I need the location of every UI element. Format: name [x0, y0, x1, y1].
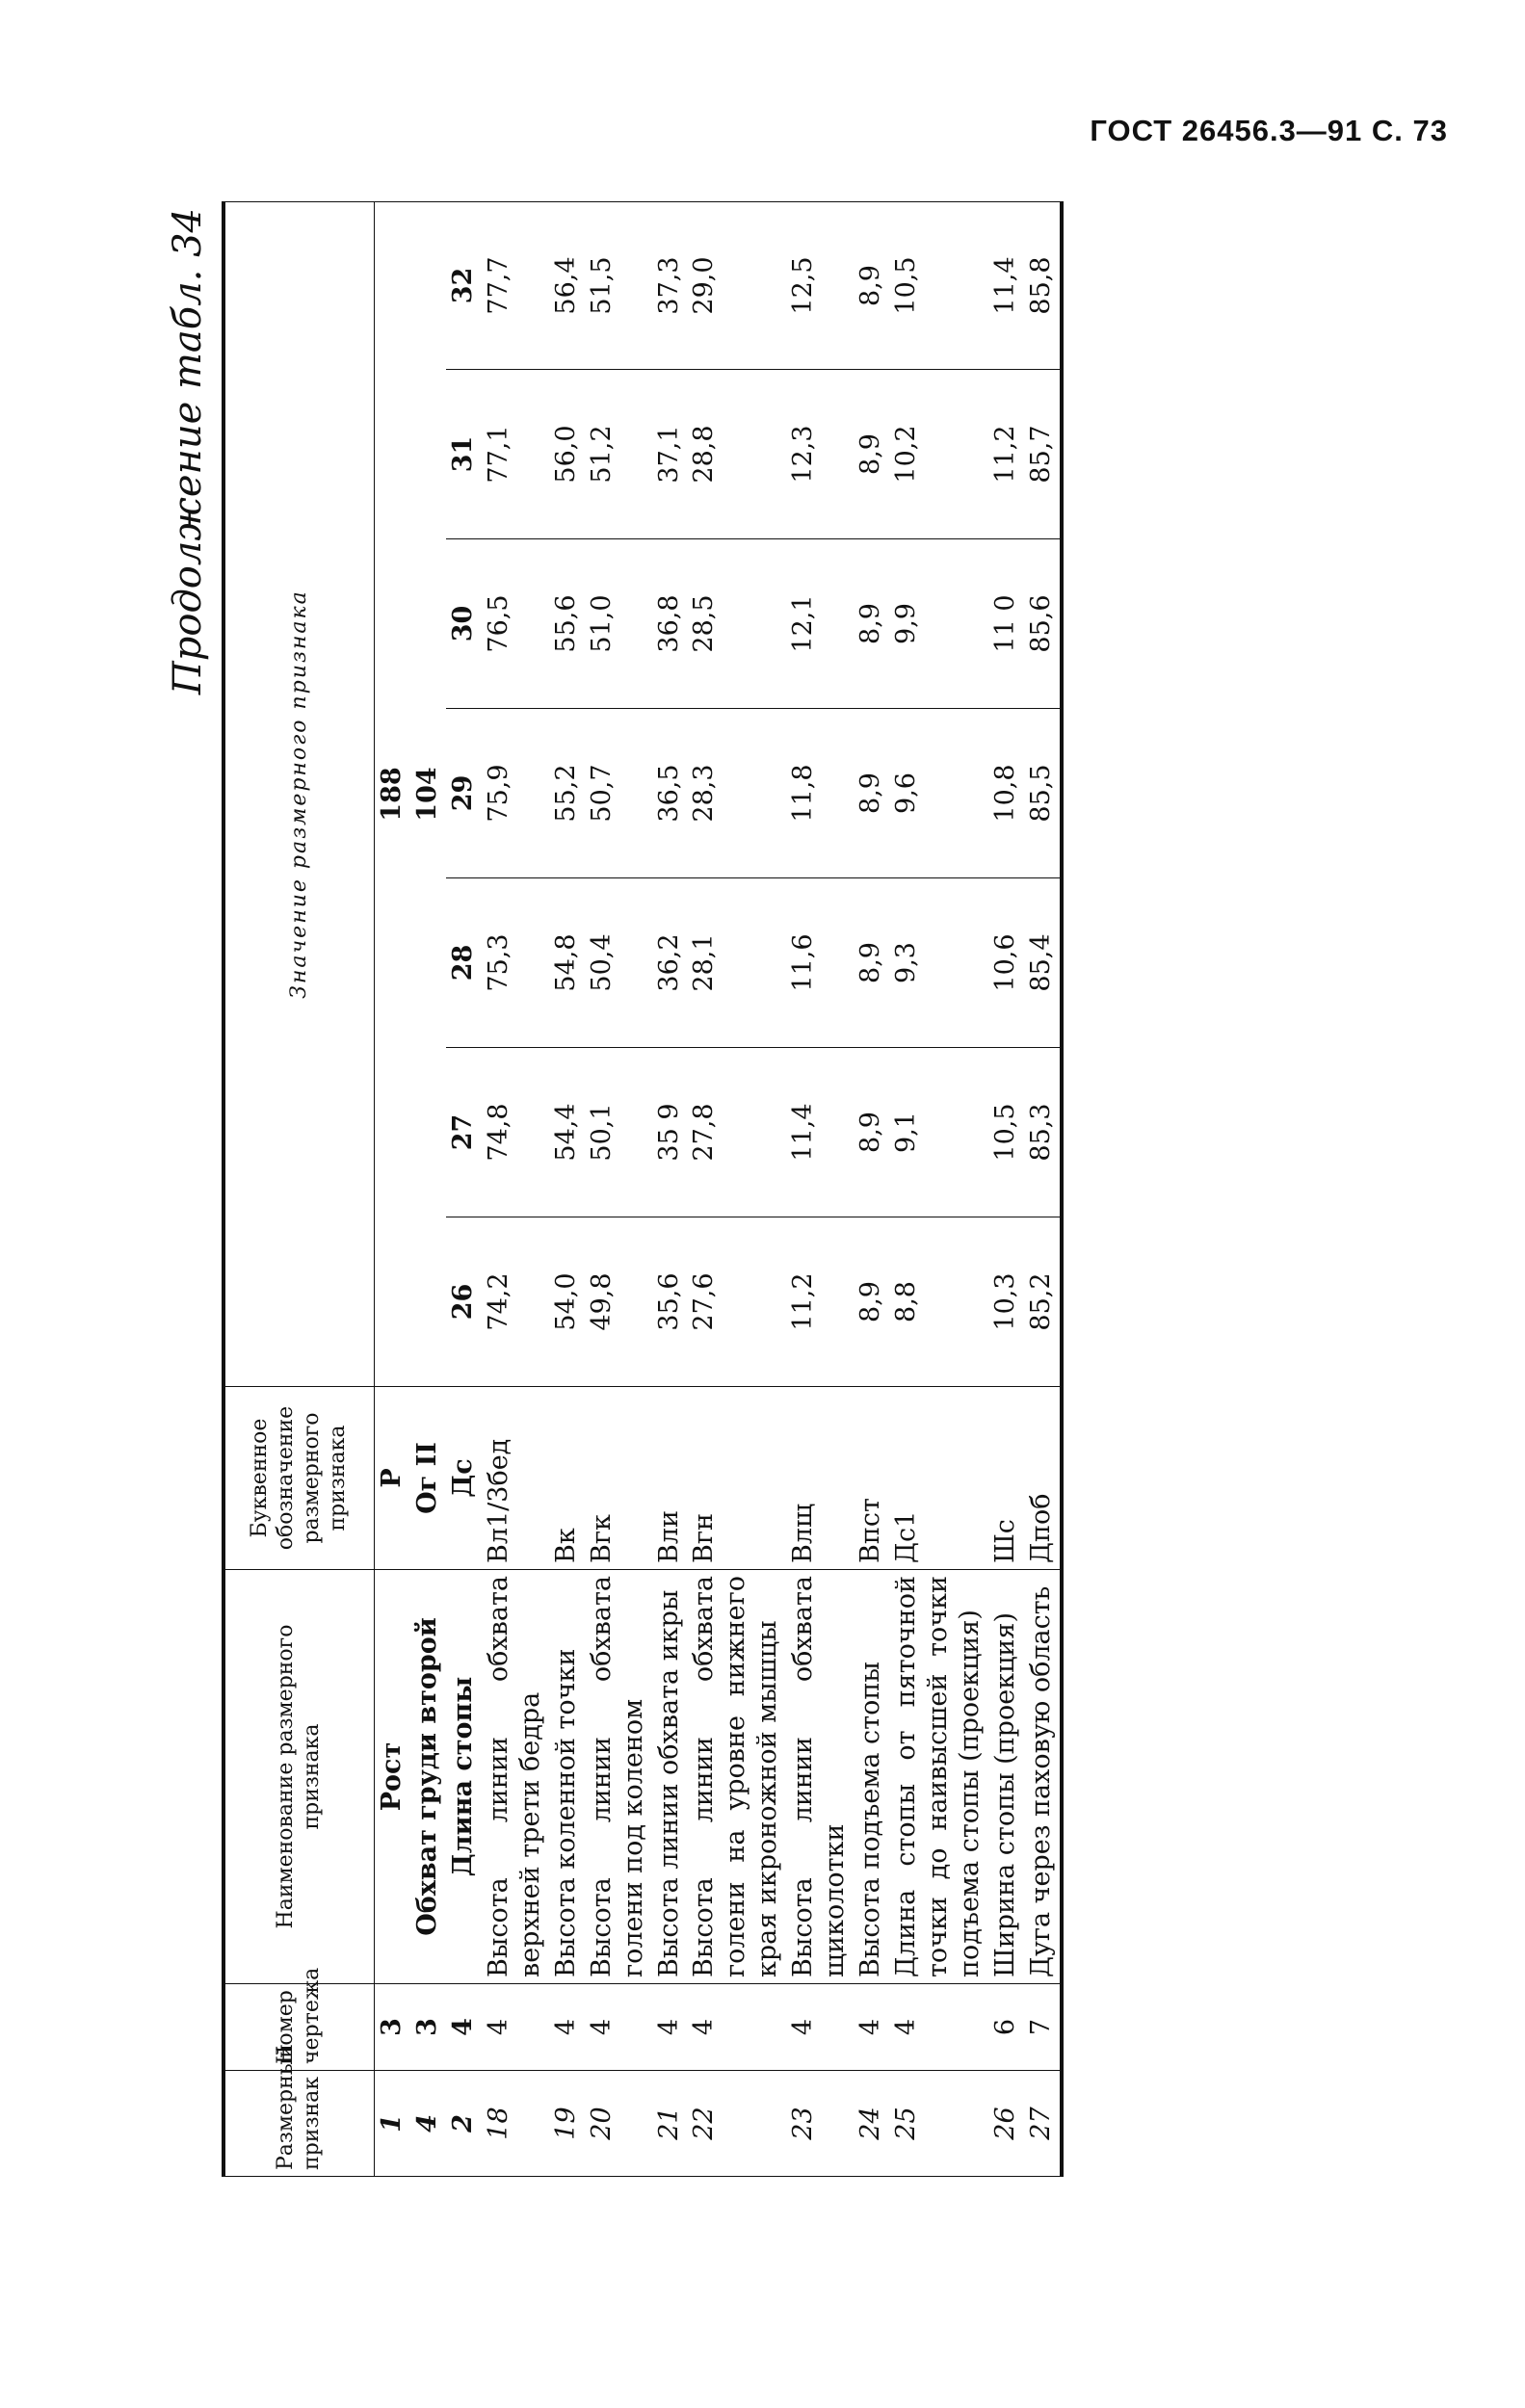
- value-cell: 35 9: [652, 1048, 688, 1217]
- pattern-number: 4: [549, 1984, 585, 2071]
- value-cell: 10,8: [988, 709, 1024, 878]
- param-code: Дс: [446, 1387, 482, 1570]
- param-row: [375, 202, 410, 2177]
- value-cell: 8,9: [854, 202, 889, 370]
- param-name: Длина стопы: [446, 1570, 482, 1984]
- value-cell: 11,2: [786, 1217, 854, 1387]
- value-cell: 11 0: [988, 539, 1024, 709]
- feature-name: Высота коленной точки: [549, 1570, 585, 1984]
- table-row: [549, 202, 585, 2177]
- size-column-header: 29: [446, 709, 482, 878]
- header-values: Значение размерного признака: [223, 202, 375, 1387]
- feature-number: 21: [652, 2071, 688, 2177]
- feature-code: Вгн: [687, 1387, 786, 1570]
- value-cell: 10,3: [988, 1217, 1024, 1387]
- param-row: [410, 202, 446, 2177]
- value-cell: 8,9: [854, 709, 889, 878]
- param-pattern: 3: [375, 1984, 410, 2071]
- value-cell: 74,8: [482, 1048, 549, 1217]
- table-caption: Продолжение табл. 34: [166, 208, 210, 695]
- feature-code: Вк: [549, 1387, 585, 1570]
- param-feature: 4: [410, 2071, 446, 2177]
- size-column-header: 27: [446, 1048, 482, 1217]
- param-feature: 1: [375, 2071, 410, 2177]
- value-cell: 11,4: [786, 1048, 854, 1217]
- value-cell: 27,6: [687, 1217, 786, 1387]
- feature-name: Высота линии обхвата голени на уровне нижнего края икроножной мышцы: [687, 1570, 786, 1984]
- value-cell: 77,1: [482, 370, 549, 539]
- value-cell: 8,9: [854, 370, 889, 539]
- rotated-table-block: [154, 202, 1334, 2177]
- value-cell: 54,8: [549, 878, 585, 1048]
- param-row: [446, 202, 482, 2177]
- pattern-number: 4: [652, 1984, 688, 2071]
- value-cell: 56,0: [549, 370, 585, 539]
- feature-name: Высота линии обхвата щиколотки: [786, 1570, 854, 1984]
- pattern-number: 4: [687, 1984, 786, 2071]
- value-cell: 85,6: [1024, 539, 1062, 709]
- size-column-header: 28: [446, 878, 482, 1048]
- value-cell: 36,8: [652, 539, 688, 709]
- value-cell: 51,5: [585, 202, 652, 370]
- value-cell: 28,8: [687, 370, 786, 539]
- pattern-number: 4: [854, 1984, 889, 2071]
- feature-code: Вли: [652, 1387, 688, 1570]
- feature-name: Высота подъема стопы: [854, 1570, 889, 1984]
- size-column-header: 31: [446, 370, 482, 539]
- feature-code: Вл1/3бед: [482, 1387, 549, 1570]
- table-row: [482, 202, 549, 2177]
- table-row: [854, 202, 889, 2177]
- param-pattern: 4: [446, 1984, 482, 2071]
- value-cell: 8,9: [854, 878, 889, 1048]
- value-cell: 85,2: [1024, 1217, 1062, 1387]
- table-row: [585, 202, 652, 2177]
- value-cell: 10,2: [889, 370, 988, 539]
- value-cell: 28,5: [687, 539, 786, 709]
- param-pattern: 3: [410, 1984, 446, 2071]
- value-cell: 75,9: [482, 709, 549, 878]
- feature-name: Высота линии обхвата икры: [652, 1570, 688, 1984]
- value-cell: 85,7: [1024, 370, 1062, 539]
- feature-code: Дпоб: [1024, 1387, 1062, 1570]
- feature-name: Дуга через паховую область: [1024, 1570, 1062, 1984]
- value-cell: 56,4: [549, 202, 585, 370]
- value-cell: 76,5: [482, 539, 549, 709]
- feature-number: 27: [1024, 2071, 1062, 2177]
- value-cell: 27,8: [687, 1048, 786, 1217]
- value-cell: 77,7: [482, 202, 549, 370]
- value-cell: 11,4: [988, 202, 1024, 370]
- pattern-number: 4: [786, 1984, 854, 2071]
- value-cell: 85,8: [1024, 202, 1062, 370]
- param-value: 188: [375, 202, 410, 1387]
- feature-number: 20: [585, 2071, 652, 2177]
- value-cell: 55,6: [549, 539, 585, 709]
- feature-number: 23: [786, 2071, 854, 2177]
- anthropometric-table: [222, 201, 1064, 2177]
- header-code: Буквенное обозначение размерного признака: [223, 1387, 375, 1570]
- table-row: [988, 202, 1024, 2177]
- value-cell: 9,1: [889, 1048, 988, 1217]
- table-row: [889, 202, 988, 2177]
- value-cell: 54,4: [549, 1048, 585, 1217]
- value-cell: 12,5: [786, 202, 854, 370]
- table-row: [687, 202, 786, 2177]
- header-pattern: Номер чертежа: [223, 1984, 375, 2071]
- value-cell: 85,3: [1024, 1048, 1062, 1217]
- value-cell: 8,8: [889, 1217, 988, 1387]
- feature-name: Длина стопы от пяточной точки до наивысшей точки подъема стопы (проекция): [889, 1570, 988, 1984]
- value-cell: 75,3: [482, 878, 549, 1048]
- value-cell: 8,9: [854, 1048, 889, 1217]
- feature-number: 18: [482, 2071, 549, 2177]
- feature-code: Шс: [988, 1387, 1024, 1570]
- pattern-number: 4: [889, 1984, 988, 2071]
- value-cell: 37,3: [652, 202, 688, 370]
- value-cell: 8,9: [854, 1217, 889, 1387]
- pattern-number: 6: [988, 1984, 1024, 2071]
- value-cell: 35,6: [652, 1217, 688, 1387]
- value-cell: 11,8: [786, 709, 854, 878]
- param-code: Р: [375, 1387, 410, 1570]
- value-cell: 10,6: [988, 878, 1024, 1048]
- value-cell: 55,2: [549, 709, 585, 878]
- param-name: Рост: [375, 1570, 410, 1984]
- feature-code: Влщ: [786, 1387, 854, 1570]
- feature-code: Впст: [854, 1387, 889, 1570]
- param-code: Ог II: [410, 1387, 446, 1570]
- size-column-header: 26: [446, 1217, 482, 1387]
- table-row: [652, 202, 688, 2177]
- value-cell: 29,0: [687, 202, 786, 370]
- page-header: ГОСТ 26456.3—91 С. 73: [1090, 114, 1448, 147]
- value-cell: 51,0: [585, 539, 652, 709]
- size-column-header: 30: [446, 539, 482, 709]
- feature-code: Дс1: [889, 1387, 988, 1570]
- param-name: Обхват груди второй: [410, 1570, 446, 1984]
- pattern-number: 4: [585, 1984, 652, 2071]
- value-cell: 28,1: [687, 878, 786, 1048]
- feature-number: 19: [549, 2071, 585, 2177]
- feature-number: 25: [889, 2071, 988, 2177]
- feature-name: Ширина стопы (проекция): [988, 1570, 1024, 1984]
- value-cell: 49,8: [585, 1217, 652, 1387]
- value-cell: 54,0: [549, 1217, 585, 1387]
- value-cell: 10,5: [988, 1048, 1024, 1217]
- value-cell: 50,1: [585, 1048, 652, 1217]
- header-name: Наименование размерного признака: [223, 1570, 375, 1984]
- value-cell: 50,7: [585, 709, 652, 878]
- pattern-number: 7: [1024, 1984, 1062, 2071]
- feature-name: Высота линии обхвата голени под коленом: [585, 1570, 652, 1984]
- value-cell: 8,9: [854, 539, 889, 709]
- feature-number: 22: [687, 2071, 786, 2177]
- value-cell: 11,2: [988, 370, 1024, 539]
- value-cell: 50,4: [585, 878, 652, 1048]
- value-cell: 51,2: [585, 370, 652, 539]
- param-value: 104: [410, 202, 446, 1387]
- feature-code: Вгк: [585, 1387, 652, 1570]
- feature-number: 26: [988, 2071, 1024, 2177]
- value-cell: 74,2: [482, 1217, 549, 1387]
- value-cell: 36,2: [652, 878, 688, 1048]
- value-cell: 9,3: [889, 878, 988, 1048]
- size-column-header: 32: [446, 202, 482, 370]
- value-cell: 85,5: [1024, 709, 1062, 878]
- feature-name: Высота линии обхвата верхней трети бедра: [482, 1570, 549, 1984]
- param-feature: 2: [446, 2071, 482, 2177]
- value-cell: 10,5: [889, 202, 988, 370]
- table-row: [786, 202, 854, 2177]
- value-cell: 37,1: [652, 370, 688, 539]
- value-cell: 12,3: [786, 370, 854, 539]
- table-row: [1024, 202, 1062, 2177]
- value-cell: 28,3: [687, 709, 786, 878]
- value-cell: 9,6: [889, 709, 988, 878]
- value-cell: 11,6: [786, 878, 854, 1048]
- header-feature: Размерный признак: [223, 2071, 375, 2177]
- value-cell: 12,1: [786, 539, 854, 709]
- value-cell: 36,5: [652, 709, 688, 878]
- pattern-number: 4: [482, 1984, 549, 2071]
- feature-number: 24: [854, 2071, 889, 2177]
- value-cell: 9,9: [889, 539, 988, 709]
- value-cell: 85,4: [1024, 878, 1062, 1048]
